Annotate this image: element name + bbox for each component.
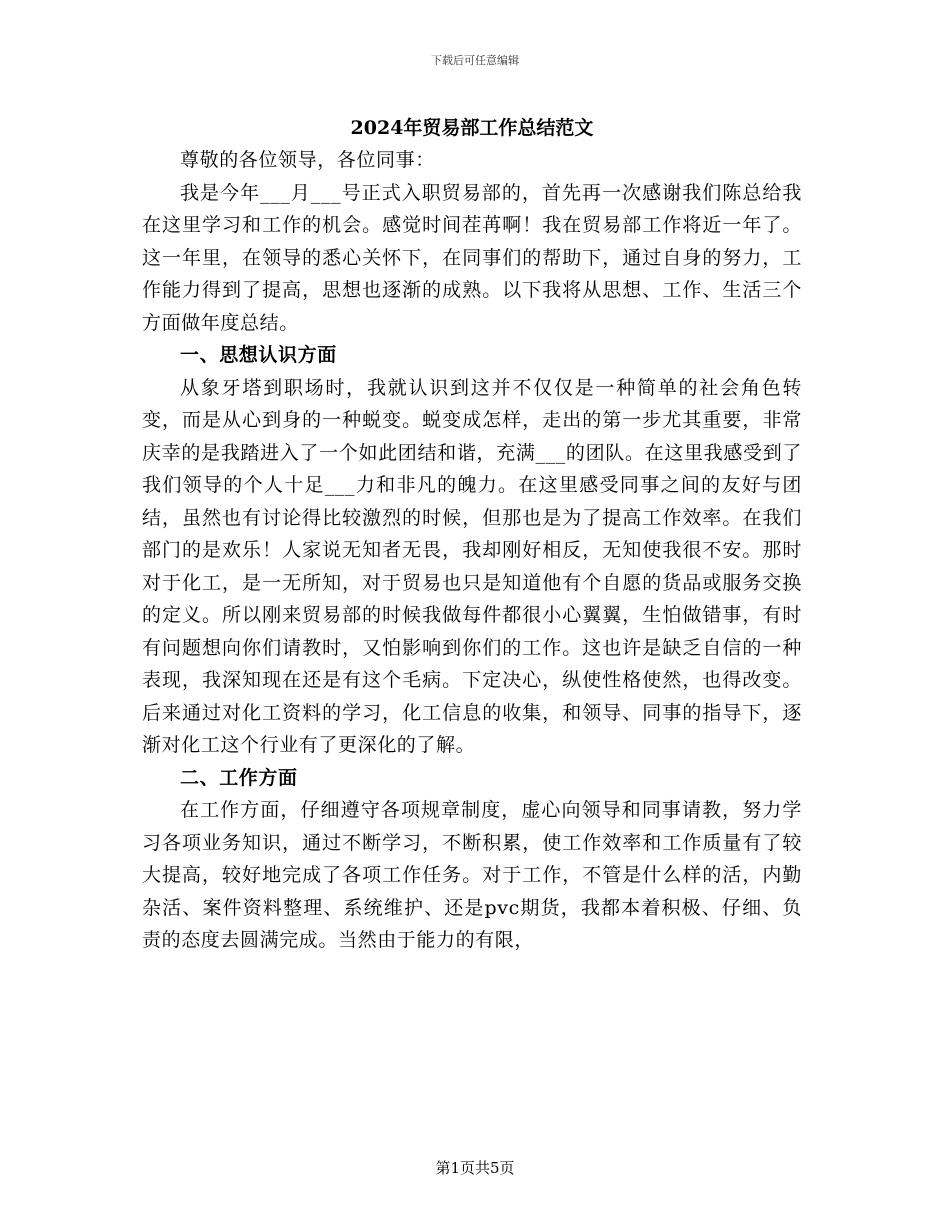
- page-indicator: 第1页共5页: [435, 1159, 515, 1177]
- header-note: 下载后可任意编辑: [431, 54, 519, 67]
- document-title: 2024年贸易部工作总结范文: [350, 117, 594, 139]
- salutation: 尊敬的各位领导，各位同事：: [180, 149, 435, 171]
- intro-paragraph: 我是今年___月___号正式入职贸易部的，首先再一次感谢我们陈总给我在这里学习和工作的机会。感觉时间茬苒啊！我在贸易部工作将近一年了。这一年里，在领导的悉心关怀下，在同事们的帮助下，通过自身的努力，工作能力得到了提高，思想也逐渐的成熟。以下我将从思想、工作、生活三个方面做年度总结。: [142, 181, 802, 334]
- section-body-work: 在工作方面，仔细遵守各项规章制度，虚心向领导和同事请教，努力学习各项业务知识，通过不断学习，不断积累，使工作效率和工作质量有了较大提高，较好地完成了各项工作任务。对于工作，不管是什么样的活，内勤杂活、案件资料整理、系统维护、还是pvc期货，我都本着积极、仔细、负责的态度去圆满完成。当然由于能力的有限，: [142, 799, 802, 951]
- section-heading-thought: 一、思想认识方面: [180, 344, 337, 366]
- section-body-thought: 从象牙塔到职场时，我就认识到这并不仅仅是一种简单的社会角色转变，而是从心到身的一种蜕变。蜕变成怎样，走出的第一步尤其重要，非常庆幸的是我踏进入了一个如此团结和谐，充满___的团队。在这里我感受到了我们领导的个人十足___力和非凡的魄力。在这里感受同事之间的友好与团结，虽然也有讨论得比较激烈的时候，但那也是为了提高工作效率。在我们部门的是欢乐！人家说无知者无畏，我却刚好相反，无知使我很不安。那时对于化工，是一无所知，对于贸易也只是知道他有个自愿的货品或服务交换的定义。所以刚来贸易部的时候我做每件都很小心翼翼，生怕做错事，有时有问题想向你们请教时，又怕影响到你们的工作。这也许是缺乏自信的一种表现，我深知现在还是有这个毛病。下定决心，纵使性格使然，也得改变。后来通过对化工资料的学习，化工信息的收集，和领导、同事的指导下，逐渐对化工这个行业有了更深化的了解。: [142, 376, 802, 756]
- section-heading-work: 二、工作方面: [180, 766, 298, 789]
- document-body: [142, 112, 802, 957]
